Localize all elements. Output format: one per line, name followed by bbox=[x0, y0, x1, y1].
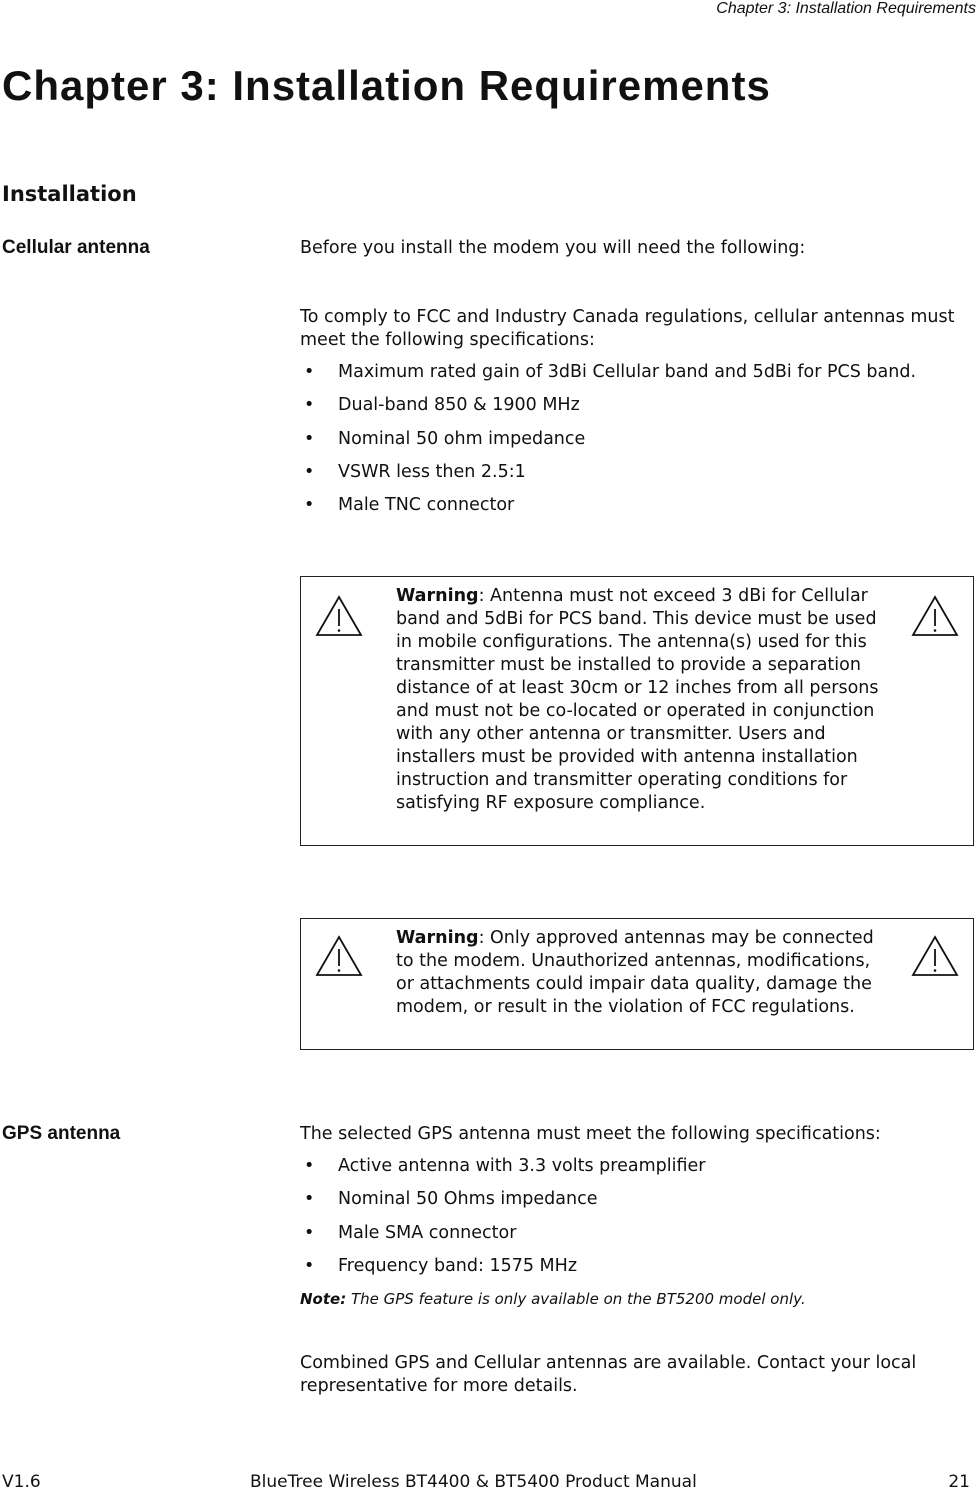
gps-intro: The selected GPS antenna must meet the following specifications: bbox=[300, 1124, 881, 1144]
combined-antennas-text: Combined GPS and Cellular antennas are available. Contact your local representative for more details. bbox=[300, 1353, 917, 1396]
warning-text: Warning: Only approved antennas may be connected to the modem. Unauthorized antennas, modifications, or attachments could impair data quality, damage the modem, or result in the violation of FCC regulations. bbox=[396, 928, 874, 1017]
cellular-antenna-heading: Cellular antenna bbox=[2, 237, 150, 258]
warning-triangle-icon bbox=[315, 595, 363, 637]
footer-page-number: 21 bbox=[948, 1472, 970, 1492]
warning-box-antenna-limits bbox=[300, 576, 974, 846]
note-label: Note: bbox=[300, 1290, 347, 1308]
gps-note: Note: The GPS feature is only available on the BT5200 model only. bbox=[300, 1290, 806, 1308]
warning-box-approved-antennas bbox=[300, 918, 974, 1050]
list-item: • Male SMA connector bbox=[304, 1222, 517, 1243]
gps-spec-list bbox=[300, 1156, 705, 1289]
warning-text: Warning: Antenna must not exceed 3 dBi for Cellular band and 5dBi for PCS band. This device must be used in mobile configurations. The antenna(s) used for this transmitter must be installed to provide a separation distance of at least 30cm or 12 inches from all persons and must not be co-located or operated in conjunction with any other antenna or transmitter. Users and installers must be provided with antenna installation instruction and transmitter operating conditions for satisfying RF exposure compliance. bbox=[396, 586, 879, 813]
footer-manual-title: BlueTree Wireless BT4400 & BT5400 Product Manual bbox=[250, 1472, 697, 1492]
warning-triangle-icon bbox=[911, 935, 959, 977]
cellular-intro: Before you install the modem you will need the following: bbox=[300, 238, 806, 258]
bullet-icon: • bbox=[304, 461, 315, 482]
cellular-spec-list bbox=[300, 362, 916, 528]
list-item: • Maximum rated gain of 3dBi Cellular band and 5dBi for PCS band. bbox=[304, 362, 917, 382]
list-item: • VSWR less then 2.5:1 bbox=[304, 461, 526, 482]
warning-triangle-icon bbox=[911, 595, 959, 637]
gps-antenna-heading: GPS antenna bbox=[2, 1123, 121, 1144]
bullet-icon: • bbox=[304, 1189, 315, 1210]
bullet-icon: • bbox=[304, 1156, 315, 1176]
bullet-icon: • bbox=[304, 428, 315, 449]
list-item: • Male TNC connector bbox=[304, 495, 515, 516]
running-header: Chapter 3: Installation Requirements bbox=[716, 0, 976, 17]
bullet-icon: • bbox=[304, 1255, 315, 1276]
list-item: • Nominal 50 ohm impedance bbox=[304, 428, 586, 449]
section-title: Installation bbox=[2, 182, 137, 206]
warning-label: Warning bbox=[396, 928, 479, 948]
warning-triangle-icon bbox=[315, 935, 363, 977]
footer-version: V1.6 bbox=[2, 1472, 41, 1492]
cellular-compliance-text: To comply to FCC and Industry Canada regulations, cellular antennas must meet the following specifications: bbox=[300, 307, 955, 350]
bullet-icon: • bbox=[304, 395, 315, 416]
list-item: • Frequency band: 1575 MHz bbox=[304, 1255, 578, 1276]
bullet-icon: • bbox=[304, 495, 315, 516]
warning-label: Warning bbox=[396, 586, 479, 606]
list-item: • Nominal 50 Ohms impedance bbox=[304, 1189, 598, 1210]
chapter-title: Chapter 3: Installation Requirements bbox=[2, 62, 771, 109]
bullet-icon: • bbox=[304, 362, 315, 382]
list-item: • Dual-band 850 & 1900 MHz bbox=[304, 395, 580, 416]
bullet-icon: • bbox=[304, 1222, 315, 1243]
list-item: • Active antenna with 3.3 volts preamplifier bbox=[304, 1156, 706, 1176]
